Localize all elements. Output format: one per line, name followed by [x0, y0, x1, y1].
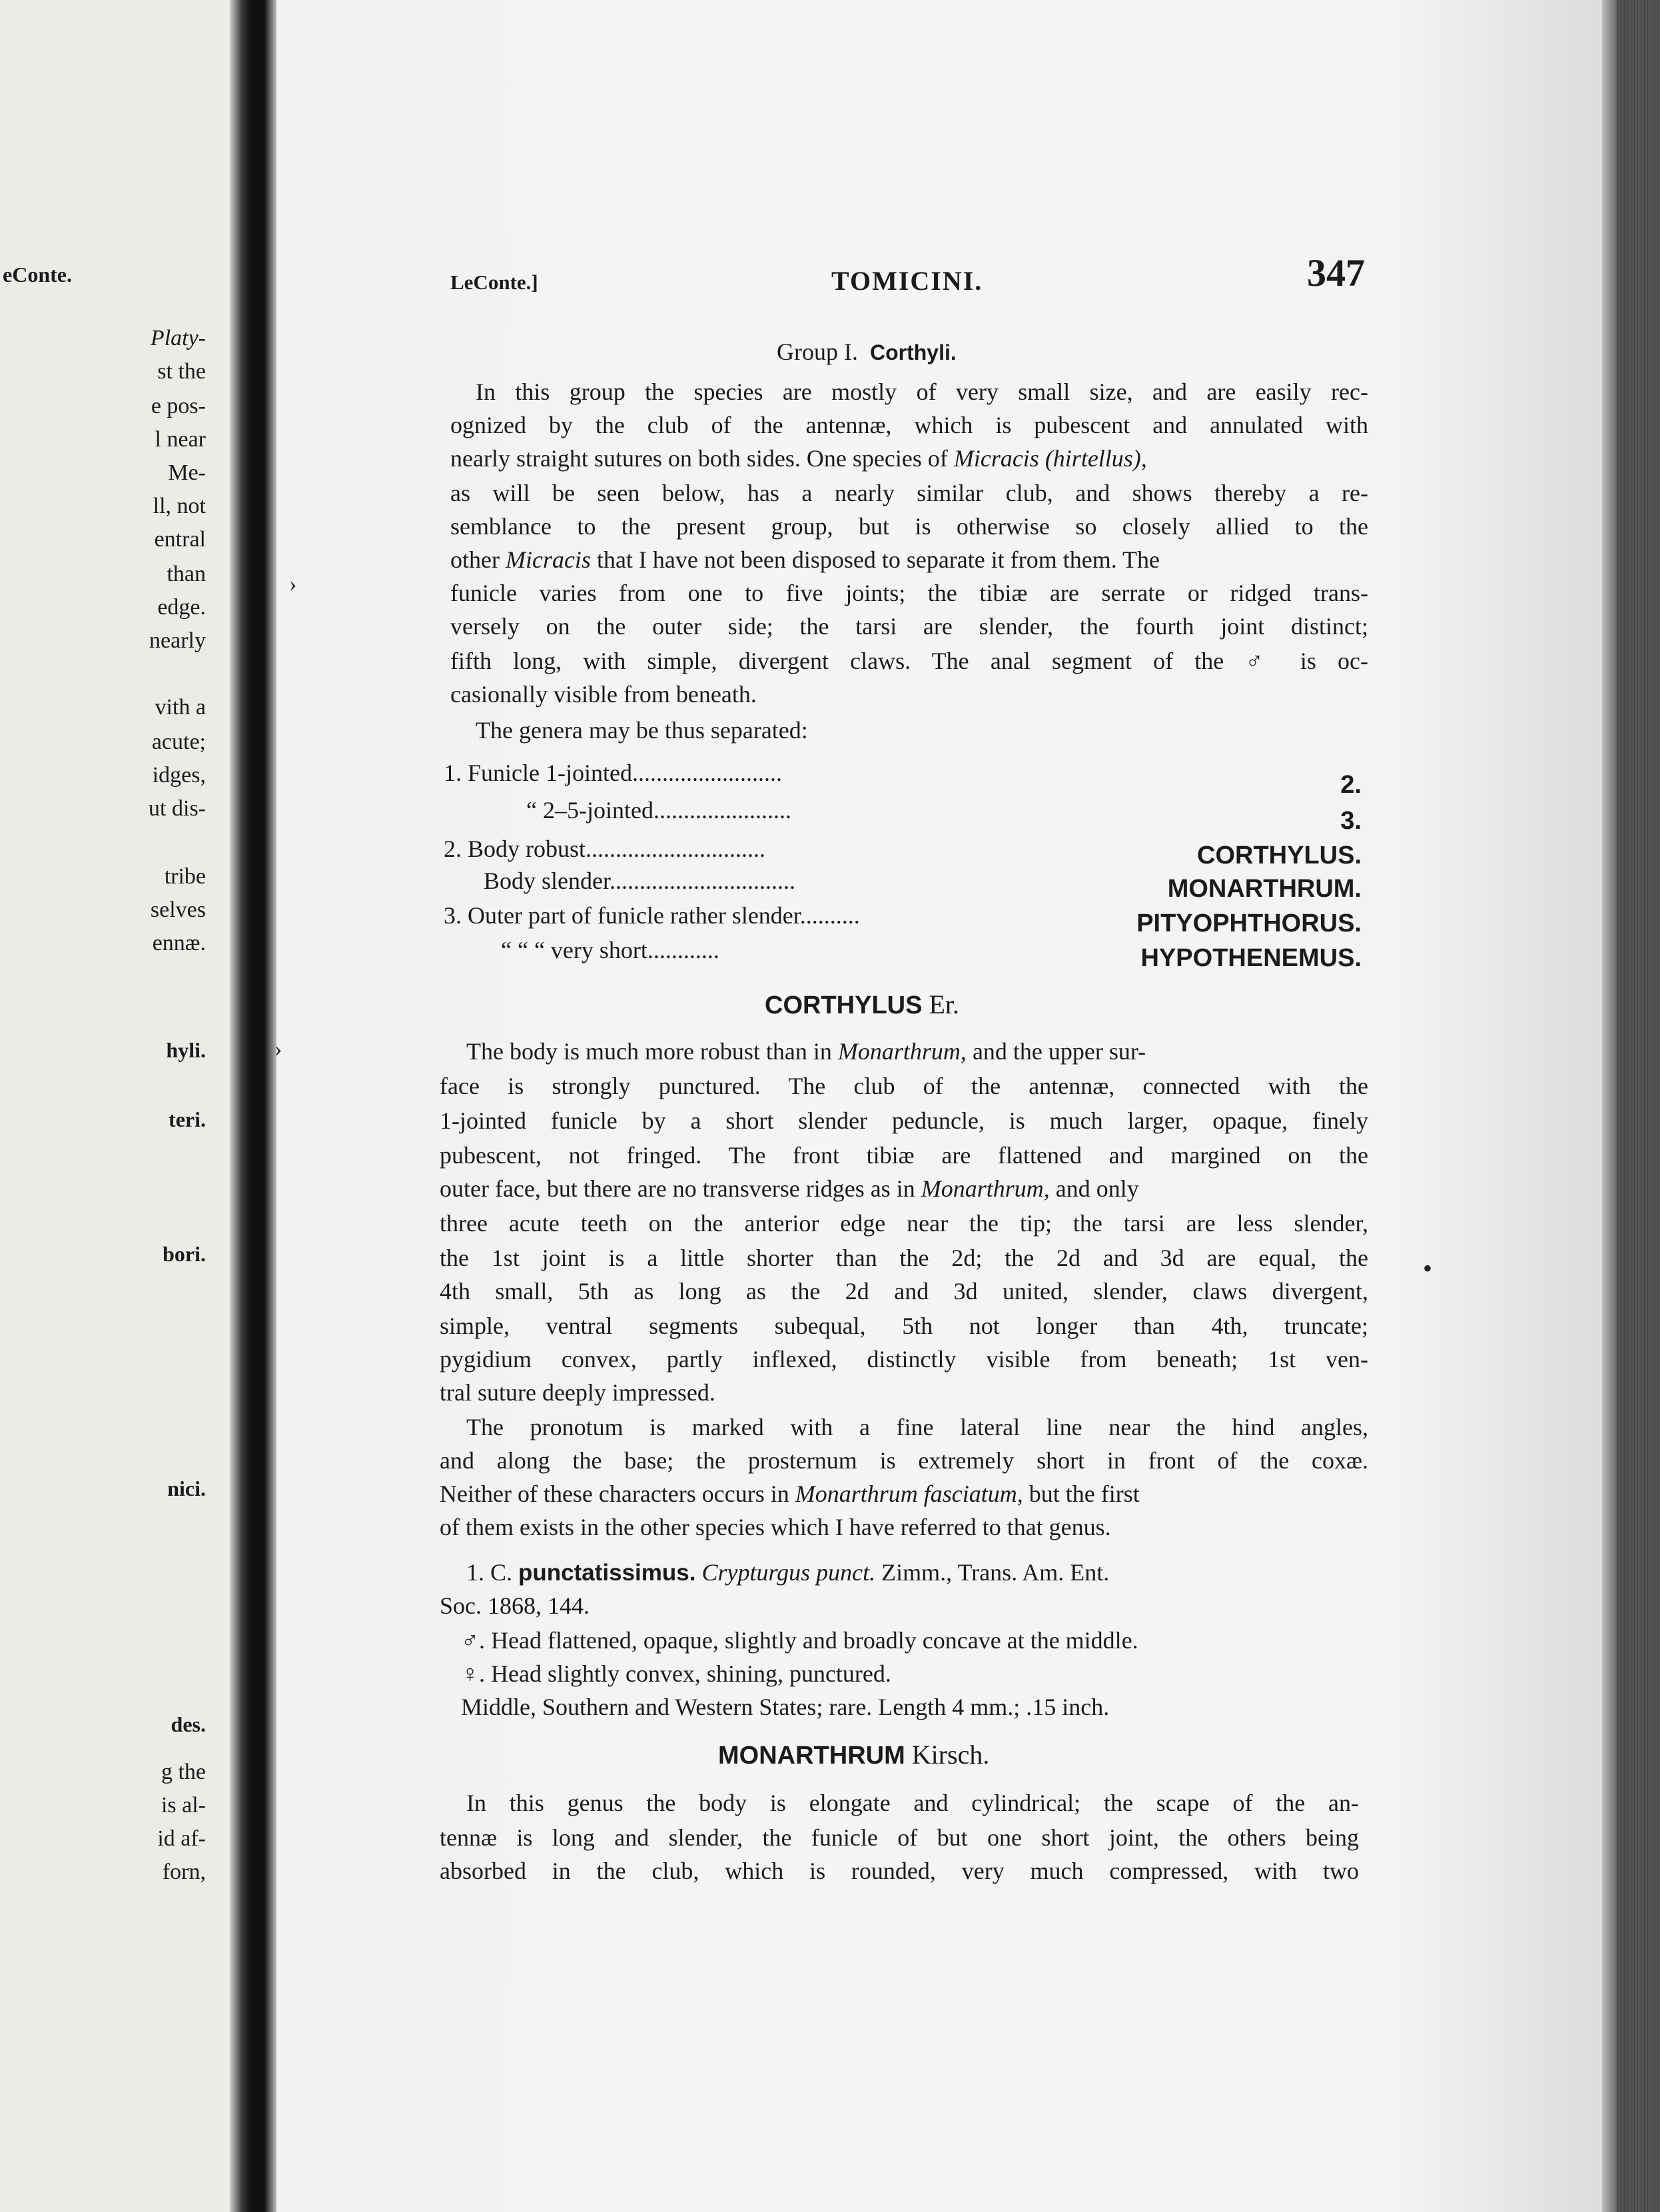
- key-result: 2.: [1340, 771, 1362, 799]
- left-fragment: teri.: [169, 1107, 206, 1131]
- group-heading: [777, 337, 957, 367]
- species-male-description: ♂. Head flattened, opaque, slightly and broadly concave at the middle.: [461, 1627, 1138, 1654]
- left-fragment: ennæ.: [152, 931, 206, 955]
- body-line: and along the base; the prosternum is extremely short in front of the coxæ.: [440, 1447, 1368, 1474]
- ink-speck: •: [1423, 1253, 1433, 1283]
- left-fragment: ll, not: [153, 494, 206, 518]
- species-female-description: ♀. Head slightly convex, shining, punctured.: [461, 1660, 891, 1687]
- left-fragment: l near: [155, 427, 206, 452]
- genus-heading-corthylus: [765, 990, 959, 1020]
- running-header-author: LeConte.]: [450, 271, 538, 294]
- body-line: 1-jointed funicle by a short slender peduncle, is much larger, opaque, finely: [440, 1107, 1368, 1134]
- left-fragment: Me-: [168, 460, 206, 485]
- body-line: three acute teeth on the anterior edge near the tip; the tarsi are less slender,: [440, 1210, 1368, 1237]
- group-name: Corthyli.: [869, 340, 957, 364]
- taxon-micracis: Micracis: [505, 546, 591, 573]
- genera-intro: The genera may be thus separated:: [476, 717, 808, 744]
- left-fragment: bori.: [163, 1242, 206, 1266]
- intro-line: other Micracis that I have not been disposed to separate it from them. The: [450, 546, 1160, 573]
- body-line: absorbed in the club, which is rounded, very much compressed, with two: [440, 1858, 1359, 1884]
- left-fragment: acute;: [151, 730, 206, 754]
- left-fragment: forn,: [162, 1860, 206, 1884]
- species-entry: 1. C. punctatissimus. Crypturgus punct. Zimm., Trans. Am. Ent.: [466, 1559, 1110, 1586]
- body-line: face is strongly punctured. The club of the antennæ, connected with the: [440, 1073, 1368, 1099]
- intro-line: ognized by the club of the antennæ, which is pubescent and annulated with: [450, 412, 1368, 438]
- left-fragment: hyli.: [166, 1038, 206, 1062]
- left-fragment: idges,: [152, 763, 206, 788]
- left-fragment: id af-: [157, 1826, 206, 1851]
- left-fragment: g the: [161, 1760, 206, 1784]
- intro-line: semblance to the present group, but is otherwise so closely allied to the: [450, 513, 1368, 540]
- intro-line: as will be seen below, has a nearly similar club, and shows thereby a re-: [450, 480, 1368, 506]
- left-fragment: entral: [154, 527, 206, 552]
- species-citation: Soc. 1868, 144.: [440, 1592, 590, 1619]
- previous-page-edge: [0, 0, 230, 2212]
- left-fragment: st the: [157, 359, 206, 384]
- key-result: HYPOTHENEMUS.: [1140, 944, 1362, 972]
- intro-line: nearly straight sutures on both sides. One species of Micracis (hirtellus),: [450, 445, 1147, 472]
- book-page-edges: [1602, 0, 1660, 2212]
- body-line: the 1st joint is a little shorter than the 2d; the 2d and 3d are equal, the: [440, 1245, 1368, 1271]
- body-line: The body is much more robust than in Monarthrum, and the upper sur-: [466, 1038, 1146, 1065]
- margin-mark: ›: [274, 1037, 282, 1061]
- left-fragment: ut dis-: [149, 796, 206, 821]
- left-fragment: eConte.: [3, 263, 72, 286]
- left-fragment: tribe: [164, 864, 206, 889]
- genus-heading-monarthrum: [718, 1740, 989, 1770]
- body-line: In this genus the body is elongate and cylindrical; the scape of the an-: [466, 1790, 1359, 1816]
- key-entry: Body slender...............................: [484, 867, 795, 894]
- genus-author: Kirsch.: [911, 1740, 990, 1770]
- page-number: 347: [1307, 251, 1365, 294]
- left-fragment: e pos-: [151, 394, 206, 418]
- left-fragment: is al-: [161, 1793, 206, 1818]
- margin-mark: ›: [289, 572, 297, 596]
- key-result: PITYOPHTHORUS.: [1136, 909, 1362, 937]
- book-gutter: [230, 0, 276, 2212]
- left-fragment: edge.: [157, 595, 206, 620]
- body-line: of them exists in the other species which I have referred to that genus.: [440, 1514, 1111, 1540]
- genus-name: CORTHYLUS: [765, 991, 923, 1019]
- key-entry: “ 2–5-jointed.......................: [526, 797, 791, 824]
- taxon-micracis: Micracis: [953, 445, 1039, 472]
- body-line: The pronotum is marked with a fine lateral line near the hind angles,: [466, 1414, 1368, 1440]
- body-line: pygidium convex, partly inflexed, distinctly visible from beneath; 1st ven-: [440, 1346, 1368, 1373]
- body-line: tral suture deeply impressed.: [440, 1379, 715, 1406]
- left-fragment: nici.: [167, 1476, 206, 1500]
- species-name: punctatissimus.: [518, 1560, 696, 1586]
- key-result: 3.: [1340, 807, 1362, 835]
- key-result: MONARTHRUM.: [1167, 875, 1362, 903]
- left-fragment: vith a: [155, 695, 206, 720]
- intro-line: funicle varies from one to five joints; the tibiæ are serrate or ridged trans-: [450, 580, 1368, 606]
- body-line: tennæ is long and slender, the funicle of but one short joint, the others being: [440, 1824, 1359, 1851]
- left-fragment: selves: [150, 897, 206, 922]
- genus-author: Er.: [929, 989, 959, 1019]
- genus-name: MONARTHRUM: [718, 1742, 905, 1770]
- key-entry: 1. Funicle 1-jointed.........................: [444, 760, 782, 786]
- body-line: Neither of these characters occurs in Monarthrum fasciatum, but the first: [440, 1480, 1140, 1507]
- key-result: CORTHYLUS.: [1197, 841, 1362, 869]
- species-range: Middle, Southern and Western States; rare. Length 4 mm.; .15 inch.: [461, 1694, 1110, 1720]
- body-line: outer face, but there are no transverse ridges as in Monarthrum, and only: [440, 1175, 1139, 1202]
- taxon-hirtellus: (hirtellus),: [1044, 445, 1147, 472]
- key-entry: 2. Body robust..............................: [444, 835, 766, 862]
- left-fragment: des.: [171, 1712, 206, 1736]
- group-label: Group I.: [777, 338, 858, 365]
- left-fragment: nearly: [149, 628, 206, 653]
- running-header-title: TOMICINI.: [831, 266, 983, 296]
- left-fragment: than: [167, 562, 206, 586]
- body-line: pubescent, not fringed. The front tibiæ are flattened and margined on the: [440, 1142, 1368, 1169]
- key-entry: “ “ “ very short............: [501, 937, 719, 963]
- key-entry: 3. Outer part of funicle rather slender..........: [444, 902, 860, 929]
- left-fragment: Platy-: [150, 326, 206, 350]
- intro-line: In this group the species are mostly of very small size, and are easily rec-: [476, 378, 1368, 405]
- body-line: 4th small, 5th as long as the 2d and 3d united, slender, claws divergent,: [440, 1278, 1368, 1305]
- body-line: simple, ventral segments subequal, 5th not longer than 4th, truncate;: [440, 1313, 1368, 1339]
- intro-line: versely on the outer side; the tarsi are slender, the fourth joint distinct;: [450, 613, 1368, 640]
- intro-line: fifth long, with simple, divergent claws. The anal segment of the ♂ is oc-: [450, 648, 1368, 674]
- intro-line: casionally visible from beneath.: [450, 681, 757, 708]
